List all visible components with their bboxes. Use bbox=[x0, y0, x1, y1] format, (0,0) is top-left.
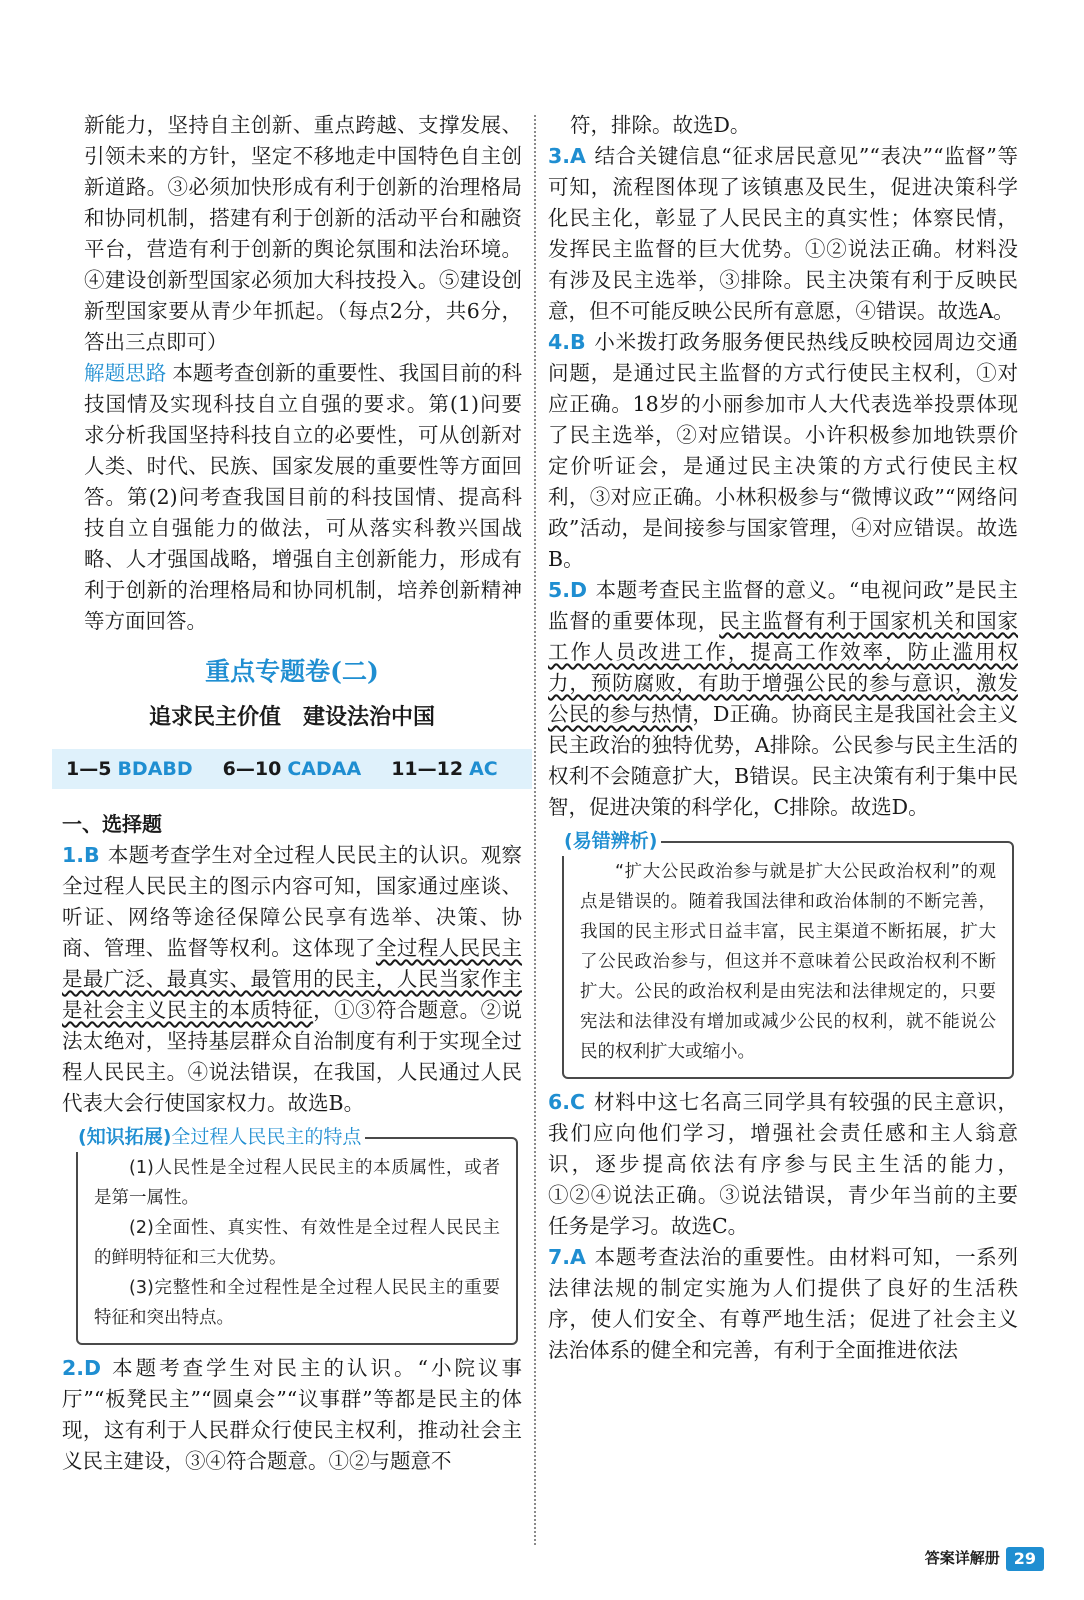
answer-continuation: 符，排除。故选D。 bbox=[570, 113, 751, 137]
question-number: 5.D bbox=[548, 578, 588, 602]
box-line: (3)完整性和全过程性是全过程人民民主的重要特征和突出特点。 bbox=[94, 1278, 500, 1328]
question-7: 7.A 本题考查法治的重要性。由材料可知，一系列法律法规的制定实施为人们提供了良好的生活秩序，使人们安全、有尊严地生活；促进了社会主义法治体系的健全和完善，有利于全面推进依法 bbox=[548, 1245, 1018, 1362]
answer-group: 1—5 BDABD bbox=[66, 757, 193, 780]
right-column bbox=[548, 110, 1018, 1366]
section-heading: 一、选择题 bbox=[62, 812, 162, 836]
answer-group: 6—10 CADAA bbox=[222, 757, 362, 780]
solution-thought bbox=[62, 358, 522, 637]
question-2: 2.D 本题考查学生对民主的认识。“小院议事厅”“板凳民主”“圆桌会”“议事群”等都是民主的体现，这有利于人民群众行使民主权利，推动社会主义民主建设，③④符合题意。①②与题意不 bbox=[62, 1356, 522, 1473]
error-analysis-box bbox=[562, 830, 1014, 1079]
paper-title: 重点专题卷(二) bbox=[205, 657, 379, 686]
question-number: 3.A bbox=[548, 144, 586, 168]
box-line: “扩大公民政治参与就是扩大公民政治权利”的观点是错误的。随着我国法律和政治体制的不断完善，我国的民主形式日益丰富，民主渠道不断拓展，扩大了公民政治参与，但这并不意味着公民政治权利不断扩大。公民的政治权利是由宪法和法律规定的，只要宪法和法律没有增加或减少公民的权利，就不能说公民的权利扩大或缩小。 bbox=[580, 862, 996, 1062]
paper-subtitle: 追求民主价值 建设法治中国 bbox=[148, 705, 435, 730]
footer-label: 答案详解册 bbox=[924, 1549, 1000, 1567]
box-line: (1)人民性是全过程人民民主的本质属性，或者是第一属性。 bbox=[94, 1158, 500, 1208]
page-footer bbox=[925, 1543, 1044, 1574]
underlined-key-point: 全过程人民民主是最广泛、最真实、最管用的民主，人民当家作主是社会主义民主的本质特征 bbox=[62, 936, 523, 1022]
question-number: 6.C bbox=[548, 1090, 586, 1114]
left-column bbox=[62, 110, 522, 1477]
question-1: 1.B 本题考查学生对全过程人民民主的认识。观察全过程人民民主的图示内容可知，国家通过座谈、听证、网络等途径保障公民享有选举、决策、协商、管理、监督等权利。这体现了全过程人民民主是最广泛、最真实、最管用的民主，人民当家作主是社会主义民主的本质特征，①③符合题意。②说法太绝对，坚持基层群众自治制度有利于实现全过程人民民主。④说法错误，在我国，人民通过人民代表大会行使国家权力。故选B。 bbox=[62, 843, 523, 1115]
question-4: 4.B 小米拨打政务服务便民热线反映校园周边交通问题，是通过民主监督的方式行使民主权利，①对应正确。18岁的小丽参加市人大代表选举投票体现了民主选举，②对应错误。小许积极参加地铁票价定价听证会，是通过民主决策的方式行使民主权利，③对应正确。小林积极参与“微博议政”“网络问政”活动，是间接参与国家管理，④对应错误。故选B。 bbox=[548, 330, 1018, 571]
box-line: (2)全面性、真实性、有效性是全过程人民民主的鲜明特征和三大优势。 bbox=[94, 1218, 500, 1268]
answer-group: 11—12 AC bbox=[391, 757, 498, 780]
question-3: 3.A 结合关键信息“征求居民意见”“表决”“监督”等可知，流程图体现了该镇惠及民生，促进决策科学化民主化，彰显了人民民主的真实性；体察民情，发挥民主监督的巨大优势。①②说法正确。材料没有涉及民主选举，③排除。民主决策有利于反映民意，但不可能反映公民所有意愿，④错误。故选A。 bbox=[548, 144, 1018, 323]
solution-thought-label: 解题思路 bbox=[84, 361, 167, 385]
underlined-key-point: 民主监督有利于国家机关和国家工作人员改进工作，提高工作效率，防止滥用权力，预防腐败，有助于增强公民的参与意识，激发公民的参与热情 bbox=[548, 609, 1019, 726]
question-number: 2.D bbox=[62, 1356, 102, 1380]
page-number: 29 bbox=[1006, 1547, 1044, 1571]
column-divider bbox=[534, 115, 536, 1545]
question-6: 6.C 材料中这七名高三同学具有较强的民主意识，我们应向他们学习，增强社会责任感和主人翁意识，逐步提高依法有序参与民主生活的能力，①②④说法正确。③说法错误，青少年当前的主要任务是学习。故选C。 bbox=[548, 1090, 1018, 1238]
question-5: 5.D 本题考查民主监督的意义。“电视问政”是民主监督的重要体现，民主监督有利于国家机关和国家工作人员改进工作，提高工作效率，防止滥用权力，预防腐败，有助于增强公民的参与意识，激发公民的参与热情，D正确。协商民主是我国社会主义民主政治的独特优势，A排除。公民参与民主生活的权利不会随意扩大，B错误。民主决策有利于集中民智，促进决策的科学化，C排除。故选D。 bbox=[548, 578, 1019, 819]
box-tag: (易错辨析) bbox=[560, 826, 661, 856]
solution-thought-text: 本题考查创新的重要性、我国目前的科技国情及实现科技自立自强的要求。第(1)问要求分析我国坚持科技自立的必要性，可从创新对人类、时代、民族、国家发展的重要性等方面回答。第(2)问考查我国目前的科技国情、提高科技自立自强能力的做法，可从落实科教兴国战略、人才强国战略，增强自主创新能力，形成有利于创新的治理格局和协同机制，培养创新精神等方面回答。 bbox=[84, 361, 523, 633]
question-number: 7.A bbox=[548, 1245, 586, 1269]
box-tag: (知识拓展)全过程人民民主的特点 bbox=[74, 1122, 365, 1152]
knowledge-extension-box bbox=[76, 1126, 518, 1345]
question-number: 4.B bbox=[548, 330, 586, 354]
answer-key-bar bbox=[52, 749, 532, 789]
answer-continuation: 新能力，坚持自主创新、重点跨越、支撑发展、引领未来的方针，坚定不移地走中国特色自主创新道路。③必须加快形成有利于创新的治理格局和协同机制，搭建有利于创新的活动平台和融资平台，营造有利于创新的舆论氛围和法治环境。④建设创新型国家必须加大科技投入。⑤建设创新型国家要从青少年抓起。（每点2分，共6分，答出三点即可） bbox=[84, 113, 522, 354]
question-number: 1.B bbox=[62, 843, 100, 867]
